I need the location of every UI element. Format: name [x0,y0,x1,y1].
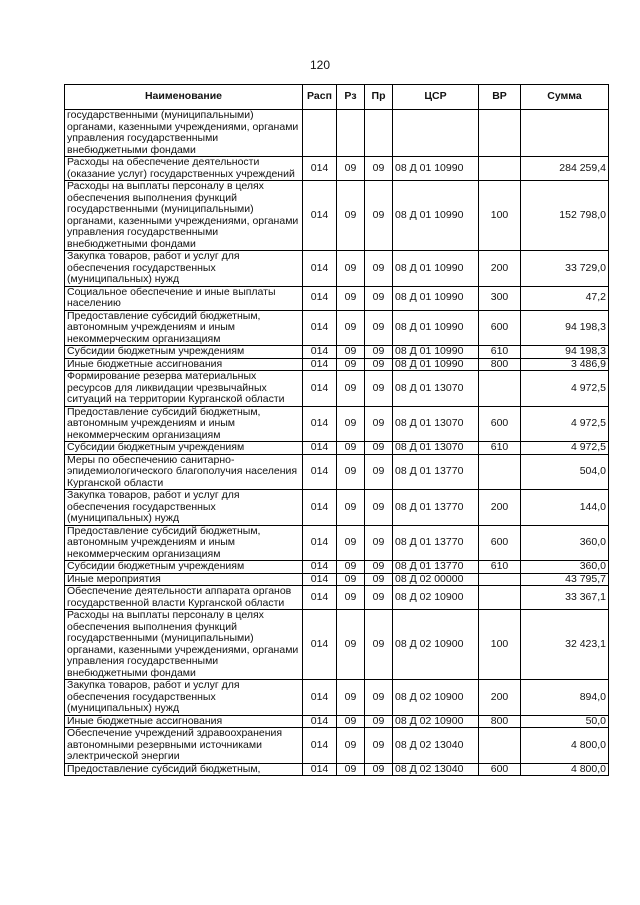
cell-rasp: 014 [303,157,337,181]
cell-rasp: 014 [303,371,337,407]
cell-csr: 08 Д 02 13040 [393,728,479,764]
table-row [65,728,609,764]
cell-rz: 09 [337,310,365,346]
cell-sum: 32 423,1 [521,610,609,680]
table-row [65,371,609,407]
cell-pr: 09 [365,525,393,561]
cell-sum: 43 795,7 [521,573,609,586]
cell-csr: 08 Д 02 10900 [393,680,479,716]
cell-pr: 09 [365,181,393,251]
table-row [65,442,609,455]
cell-sum: 152 798,0 [521,181,609,251]
header-pr: Пр [365,85,393,110]
cell-vr [479,157,521,181]
cell-rasp: 014 [303,573,337,586]
cell-csr: 08 Д 01 10990 [393,358,479,371]
cell-rasp: 014 [303,181,337,251]
cell-name: Иные бюджетные ассигнования [65,715,303,728]
cell-name: Предоставление субсидий бюджетным, автономным учреждениям и иным некоммерческим организациям [65,525,303,561]
table-row [65,358,609,371]
cell-pr: 09 [365,310,393,346]
cell-vr: 600 [479,525,521,561]
cell-sum: 4 800,0 [521,763,609,776]
table-row [65,251,609,287]
cell-name: Закупка товаров, работ и услуг для обеспечения государственных (муниципальных) нужд [65,490,303,526]
table-row [65,561,609,574]
cell-rz: 09 [337,251,365,287]
cell-csr: 08 Д 01 13070 [393,371,479,407]
cell-name: Предоставление субсидий бюджетным, автономным учреждениям и иным некоммерческим организациям [65,310,303,346]
page-number: 120 [309,58,331,72]
cell-rz: 09 [337,586,365,610]
cell-name: Расходы на выплаты персоналу в целях обеспечения выполнения функций государственными (муниципальными) органами, казенными учреждениями, органами управления государственными внебюджетными фондами [65,181,303,251]
cell-vr: 600 [479,406,521,442]
cell-name: Расходы на обеспечение деятельности (оказание услуг) государственных учреждений [65,157,303,181]
cell-vr: 600 [479,310,521,346]
cell-vr: 800 [479,715,521,728]
cell-vr: 610 [479,442,521,455]
cell-pr: 09 [365,406,393,442]
cell-name: Иные мероприятия [65,573,303,586]
cell-rasp: 014 [303,442,337,455]
cell-csr: 08 Д 01 13070 [393,406,479,442]
cell-sum: 3 486,9 [521,358,609,371]
cell-csr: 08 Д 01 13770 [393,454,479,490]
cell-rz: 09 [337,728,365,764]
cell-pr: 09 [365,715,393,728]
budget-table [64,84,609,776]
cell-rasp: 014 [303,286,337,310]
cell-rasp: 014 [303,763,337,776]
cell-name: Меры по обеспечению санитарно-эпидемиологического благополучия населения Курганской области [65,454,303,490]
cell-rasp: 014 [303,728,337,764]
cell-csr: 08 Д 01 13070 [393,442,479,455]
cell-name: Предоставление субсидий бюджетным, автономным учреждениям и иным некоммерческим организациям [65,406,303,442]
cell-csr: 08 Д 01 10990 [393,346,479,359]
header-vr: ВР [479,85,521,110]
cell-rz: 09 [337,573,365,586]
cell-vr: 200 [479,680,521,716]
cell-vr [479,371,521,407]
cell-sum: 4 800,0 [521,728,609,764]
cell-pr: 09 [365,371,393,407]
cell-vr: 600 [479,763,521,776]
cell-vr [479,573,521,586]
cell-name: Формирование резерва материальных ресурсов для ликвидации чрезвычайных ситуаций на территории Курганской области [65,371,303,407]
cell-pr: 09 [365,763,393,776]
cell-rz: 09 [337,715,365,728]
cell-pr: 09 [365,286,393,310]
cell-csr: 08 Д 01 10990 [393,181,479,251]
cell-sum: 33 367,1 [521,586,609,610]
table-row [65,157,609,181]
cell-vr: 300 [479,286,521,310]
cell-pr: 09 [365,490,393,526]
table-row [65,310,609,346]
cell-pr: 09 [365,454,393,490]
cell-sum: 4 972,5 [521,406,609,442]
header-rz: Рз [337,85,365,110]
cell-pr: 09 [365,680,393,716]
cell-csr: 08 Д 01 13770 [393,490,479,526]
cell-csr: 08 Д 02 10900 [393,610,479,680]
table-row [65,454,609,490]
cell-rasp: 014 [303,406,337,442]
table-row [65,110,609,157]
cell-rz: 09 [337,680,365,716]
cell-rasp: 014 [303,251,337,287]
cell-sum: 284 259,4 [521,157,609,181]
cell-sum: 4 972,5 [521,371,609,407]
cell-csr [393,110,479,157]
cell-rasp: 014 [303,490,337,526]
table-header-row [65,85,609,110]
cell-csr: 08 Д 02 00000 [393,573,479,586]
cell-sum [521,110,609,157]
cell-rz: 09 [337,181,365,251]
cell-sum: 94 198,3 [521,346,609,359]
cell-name: Субсидии бюджетным учреждениям [65,442,303,455]
cell-name: Субсидии бюджетным учреждениям [65,561,303,574]
cell-vr [479,454,521,490]
header-sum: Сумма [521,85,609,110]
table-row [65,610,609,680]
cell-name: Иные бюджетные ассигнования [65,358,303,371]
cell-pr: 09 [365,251,393,287]
cell-rz: 09 [337,763,365,776]
cell-name: Расходы на выплаты персоналу в целях обеспечения выполнения функций государственными (муниципальными) органами, казенными учреждениями, органами управления государственными внебюджетными фондами [65,610,303,680]
cell-pr: 09 [365,728,393,764]
table-row [65,715,609,728]
cell-pr: 09 [365,573,393,586]
cell-vr: 100 [479,181,521,251]
cell-csr: 08 Д 01 10990 [393,251,479,287]
cell-rasp: 014 [303,715,337,728]
cell-pr: 09 [365,346,393,359]
cell-pr: 09 [365,157,393,181]
cell-rasp: 014 [303,454,337,490]
table-row [65,346,609,359]
cell-name: Обеспечение деятельности аппарата органов государственной власти Курганской области [65,586,303,610]
cell-csr: 08 Д 01 10990 [393,310,479,346]
cell-vr [479,110,521,157]
cell-vr: 610 [479,561,521,574]
cell-csr: 08 Д 01 10990 [393,157,479,181]
cell-rasp [303,110,337,157]
cell-pr: 09 [365,610,393,680]
cell-rasp: 014 [303,561,337,574]
table-row [65,181,609,251]
cell-vr: 800 [479,358,521,371]
cell-rz: 09 [337,561,365,574]
table-row [65,586,609,610]
cell-rz: 09 [337,371,365,407]
cell-sum: 47,2 [521,286,609,310]
cell-name: Закупка товаров, работ и услуг для обеспечения государственных (муниципальных) нужд [65,680,303,716]
cell-csr: 08 Д 02 13040 [393,763,479,776]
table-row [65,406,609,442]
cell-rz: 09 [337,286,365,310]
cell-rasp: 014 [303,680,337,716]
cell-sum: 144,0 [521,490,609,526]
cell-pr: 09 [365,442,393,455]
cell-rz [337,110,365,157]
cell-name: Обеспечение учреждений здравоохранения автономными резервными источниками электрической энергии [65,728,303,764]
cell-rz: 09 [337,490,365,526]
cell-name: государственными (муниципальными) органами, казенными учреждениями, органами управления государственными внебюджетными фондами [65,110,303,157]
cell-sum: 360,0 [521,561,609,574]
cell-rz: 09 [337,454,365,490]
cell-pr: 09 [365,561,393,574]
cell-rz: 09 [337,610,365,680]
cell-vr [479,586,521,610]
cell-sum: 94 198,3 [521,310,609,346]
cell-csr: 08 Д 01 13770 [393,561,479,574]
cell-pr [365,110,393,157]
table-row [65,490,609,526]
cell-sum: 4 972,5 [521,442,609,455]
cell-rz: 09 [337,358,365,371]
cell-sum: 504,0 [521,454,609,490]
cell-csr: 08 Д 01 10990 [393,286,479,310]
table-body [65,110,609,776]
cell-name: Субсидии бюджетным учреждениям [65,346,303,359]
cell-rasp: 014 [303,310,337,346]
cell-pr: 09 [365,358,393,371]
cell-rz: 09 [337,406,365,442]
cell-rasp: 014 [303,610,337,680]
cell-rasp: 014 [303,358,337,371]
cell-name: Закупка товаров, работ и услуг для обеспечения государственных (муниципальных) нужд [65,251,303,287]
cell-rasp: 014 [303,525,337,561]
header-name: Наименование [65,85,303,110]
cell-sum: 360,0 [521,525,609,561]
table-row [65,573,609,586]
header-csr: ЦСР [393,85,479,110]
table-row [65,525,609,561]
table-row [65,763,609,776]
cell-rz: 09 [337,442,365,455]
cell-pr: 09 [365,586,393,610]
cell-vr: 100 [479,610,521,680]
cell-csr: 08 Д 01 13770 [393,525,479,561]
table-row [65,680,609,716]
header-rasp: Расп [303,85,337,110]
cell-sum: 894,0 [521,680,609,716]
cell-vr [479,728,521,764]
cell-vr: 610 [479,346,521,359]
cell-rasp: 014 [303,586,337,610]
cell-name: Социальное обеспечение и иные выплаты населению [65,286,303,310]
cell-rz: 09 [337,525,365,561]
cell-sum: 50,0 [521,715,609,728]
cell-rz: 09 [337,157,365,181]
cell-sum: 33 729,0 [521,251,609,287]
cell-name: Предоставление субсидий бюджетным, [65,763,303,776]
cell-rz: 09 [337,346,365,359]
cell-rasp: 014 [303,346,337,359]
cell-vr: 200 [479,251,521,287]
cell-vr: 200 [479,490,521,526]
cell-csr: 08 Д 02 10900 [393,586,479,610]
cell-csr: 08 Д 02 10900 [393,715,479,728]
table-row [65,286,609,310]
